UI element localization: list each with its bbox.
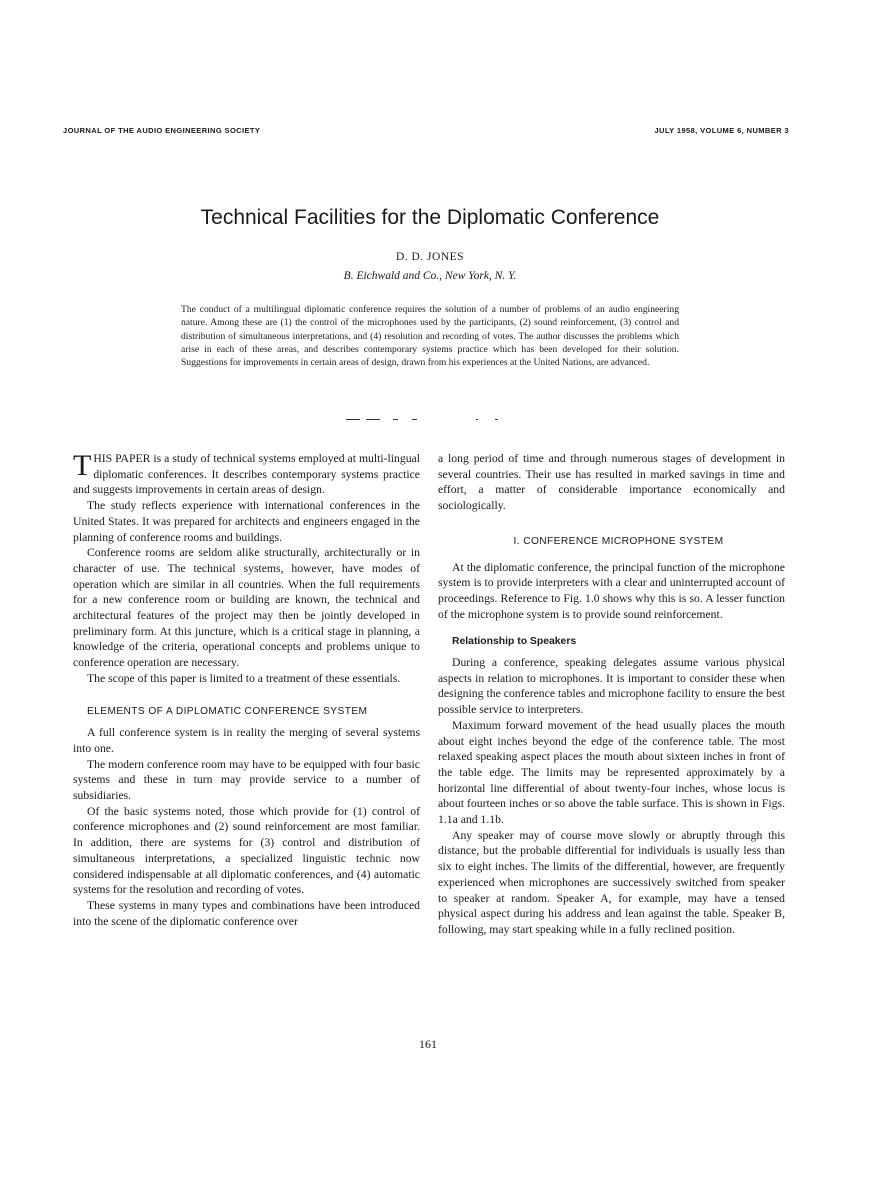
- paragraph: Conference rooms are seldom alike structurally, architecturally or in character of use. The technical systems, however, have modes of operation which are similar in all countries. When the full requirements for a new conference room or building are known, the technical and architectural features of the project may then be jointly developed in preliminary form. At this juncture, which is a critical stage in planning, a knowledge of the criteria, operational concepts and problems unique to conference operation are necessary.: [73, 546, 420, 670]
- abstract: The conduct of a multilingual diplomatic conference requires the solution of a number of problems of an audio engineering nature. Among these are (1) the control of the microphones used by the participants, (2) sound reinforcement, (3) control and distribution of simultaneous interpretations, and (4) resolution and recording of votes. The author discusses the problems which arise in each of these areas, and describes contemporary systems practice which has been developed for their solution. Suggestions for improvements in certain areas of design, drawn from his experiences at the United Nations, are advanced.: [181, 304, 679, 369]
- paragraph: a long period of time and through numerous stages of development in several countries. Their use has resulted in marked savings in time and effort, a matter of considerable importance economically and sociologically.: [438, 452, 785, 513]
- section-heading: I. CONFERENCE MICROPHONE SYSTEM: [513, 535, 724, 547]
- paragraph: At the diplomatic conference, the principal function of the microphone system is to provide interpreters with a clear and uninterrupted account of proceedings. Reference to Fig. 1.0 shows why this is so. A lesser function of the microphone system is to provide sound reinforcement.: [438, 560, 785, 621]
- paragraph: The scope of this paper is limited to a treatment of these essentials.: [87, 671, 401, 685]
- paragraph: A full conference system is in reality the merging of several systems into one.: [73, 726, 420, 755]
- journal-name: JOURNAL OF THE AUDIO ENGINEERING SOCIETY: [63, 126, 261, 135]
- divider-dash-4: [412, 419, 417, 420]
- paragraph: Of the basic systems noted, those which provide for (1) control of conference microphones and (2) sound reinforcement are most familiar. In addition, there are systems for (3) control and distribution of simultaneous interpretations, a specialized linguistic technic now considered indispensable at all diplomatic conferences, and (4) automatic systems for the resolution and recording of votes.: [73, 804, 420, 897]
- issue-info: JULY 1958, VOLUME 6, NUMBER 3: [654, 126, 789, 135]
- drop-cap: T: [73, 449, 92, 482]
- paragraph: Maximum forward movement of the head usually places the mouth about eight inches beyond the edge of the conference table. The most relaxed speaking aspect places the mouth about sixteen inches in front of the table edge. The limits may be represented approximately by a horizontal line differential of about twenty-four inches, whose locus is about fourteen inches or so above the table surface. This is shown in Figs. 1.1a and 1.1b.: [438, 718, 785, 827]
- section-heading: ELEMENTS OF A DIPLOMATIC CONFERENCE SYSTEM: [87, 705, 368, 717]
- author-affiliation: B. Eichwald and Co., New York, N. Y.: [343, 270, 517, 282]
- subsection-heading: Relationship to Speakers: [452, 636, 577, 648]
- right-column: [438, 451, 785, 938]
- divider-dash-3: [393, 419, 398, 420]
- paragraph: [73, 451, 420, 498]
- paper-title: Technical Facilities for the Diplomatic Conference: [200, 206, 660, 229]
- author-name: D. D. JONES: [395, 251, 465, 263]
- paragraph: Any speaker may of course move slowly or abruptly through this distance, but the probable differential for individuals is usually less than six to eight inches. The limits of the differential, however, are frequently experienced when microphones are successively switched from speaker to speaker at random. Speaker A, for example, may have a tensed physical aspect during his address and lean against the table. Speaker B, following, may start speaking while in a fully reclined position.: [438, 828, 785, 936]
- divider-dash-6: [495, 419, 498, 420]
- divider-dash-2: [366, 419, 380, 420]
- paragraph: These systems in many types and combinations have been introduced into the scene of the diplomatic conference over: [73, 898, 420, 928]
- divider-dash-1: [346, 419, 360, 420]
- paragraph: The modern conference room may have to be equipped with four basic systems and these in turn may provide service to a number of subsidiaries.: [73, 757, 420, 803]
- left-column: [73, 451, 420, 929]
- paragraph: During a conference, speaking delegates assume various physical aspects in relation to microphones. It is important to consider these when designing the conference tables and microphone facility to ensure the best possible service to interpreters.: [438, 656, 785, 717]
- divider-dash-5: [476, 419, 478, 420]
- page-number: 161: [419, 1037, 437, 1051]
- paragraph: The study reflects experience with international conferences in the United States. It was prepared for architects and engineers engaged in the planning of conference rooms and buildings.: [73, 499, 420, 544]
- paragraph-text: HIS PAPER is a study of technical systems employed at multi-lingual diplomatic conferences. It describes contemporary systems practice and suggests improvements in certain areas of design.: [73, 452, 420, 497]
